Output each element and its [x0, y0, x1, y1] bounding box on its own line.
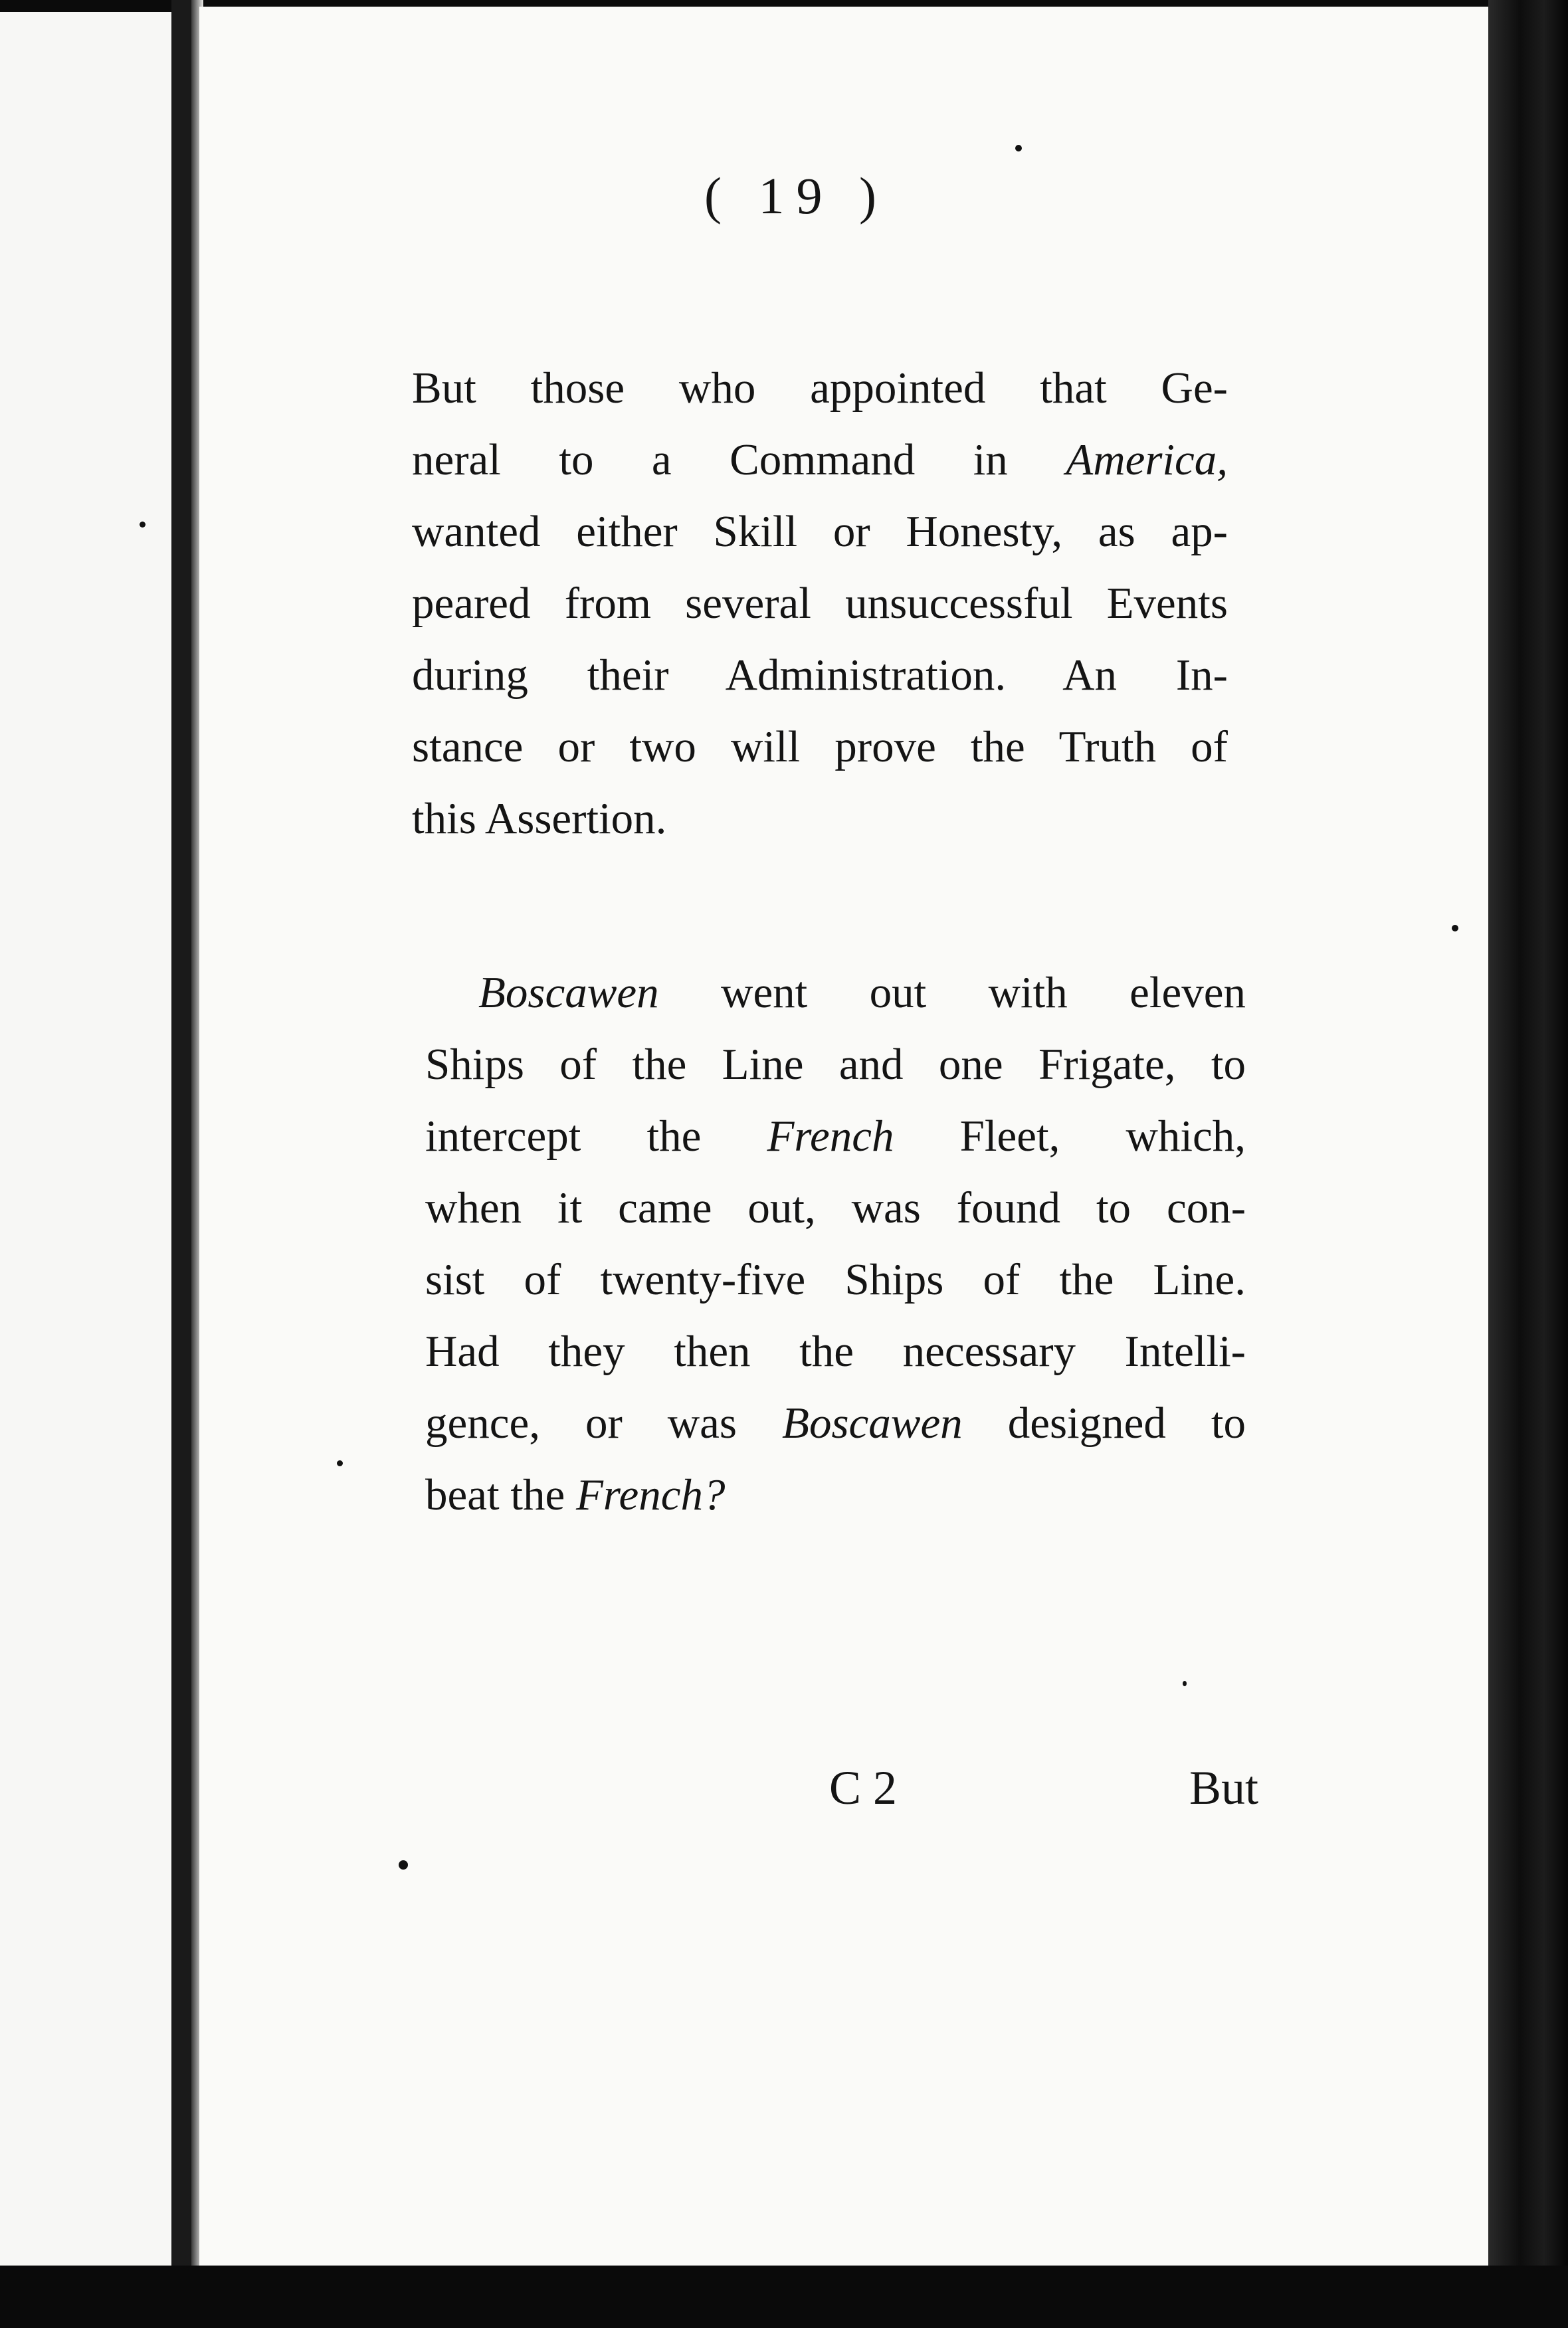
text-line: gence, or was Boscawen designed to [425, 1399, 1246, 1448]
facing-page-left [0, 12, 171, 2268]
book-gutter [171, 0, 191, 2328]
ink-speck [1452, 925, 1458, 931]
text-line: wanted either Skill or Honesty, as ap- [412, 507, 1228, 556]
text-line: stance or two will prove the Truth of [412, 722, 1228, 771]
text-line: Boscawen went out with eleven [478, 968, 1246, 1017]
paragraph-2 [425, 957, 1246, 1531]
text-line: neral to a Command in America, [412, 435, 1228, 484]
ink-speck [1183, 1681, 1187, 1686]
ink-speck [337, 1460, 343, 1466]
italic-word: Boscawen [478, 968, 659, 1017]
ink-speck [140, 522, 146, 528]
text-line: Ships of the Line and one Frigate, to [425, 1040, 1246, 1089]
text-line: beat the French? [425, 1470, 726, 1519]
text-line: intercept the French Fleet, which, [425, 1112, 1246, 1161]
text-line: Had they then the necessary Intelli- [425, 1327, 1246, 1376]
text-line: sist of twenty-five Ships of the Line. [425, 1255, 1246, 1304]
signature-mark: C 2 [829, 1761, 898, 1814]
ink-speck [399, 1860, 408, 1870]
page-number: ( 19 ) [704, 167, 888, 225]
text-line: when it came out, was found to con- [425, 1183, 1246, 1232]
catchword: But [1189, 1761, 1259, 1814]
text-line: this Assertion. [412, 794, 667, 843]
italic-word: America, [1066, 435, 1228, 484]
scan-border-bottom [0, 2266, 1568, 2328]
italic-word: French [767, 1112, 894, 1161]
italic-word: Boscawen [782, 1399, 963, 1448]
text-line: peared from several unsuccessful Events [412, 579, 1228, 628]
italic-word: French? [575, 1470, 726, 1519]
paragraph-1 [412, 352, 1228, 854]
ink-speck [1015, 145, 1022, 151]
page-edge-shadow [1488, 0, 1568, 2328]
text-line: during their Administration. An In- [412, 650, 1228, 700]
text-line: But those who appointed that Ge- [412, 363, 1228, 413]
